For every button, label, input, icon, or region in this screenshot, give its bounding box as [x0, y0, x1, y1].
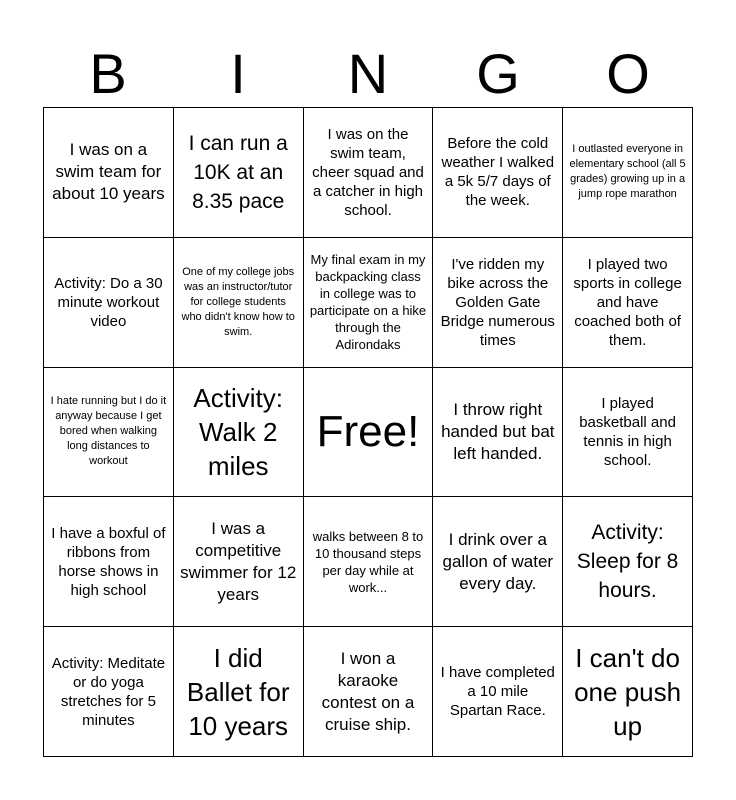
bingo-cell-r1c3[interactable]: I was on the swim team, cheer squad and a catcher in high school.	[304, 108, 434, 238]
bingo-cell-r2c3[interactable]: My final exam in my backpacking class in college was to participate on a hike through the Adirondaks	[304, 238, 434, 368]
header-letter-i: I	[230, 42, 246, 105]
bingo-cell-r3c4[interactable]: I throw right handed but bat left handed.	[433, 368, 563, 498]
header-letter-b: B	[89, 42, 127, 105]
bingo-cell-r4c2[interactable]: I was a competitive swimmer for 12 years	[174, 497, 304, 627]
bingo-card-grid	[43, 107, 693, 757]
header-letter-g: G	[476, 42, 520, 105]
bingo-cell-r5c3[interactable]: I won a karaoke contest on a cruise ship.	[304, 627, 434, 757]
bingo-cell-r1c4[interactable]: Before the cold weather I walked a 5k 5/7 days of the week.	[433, 108, 563, 238]
bingo-cell-r5c4[interactable]: I have completed a 10 mile Spartan Race.	[433, 627, 563, 757]
bingo-free-space[interactable]: Free!	[304, 368, 434, 498]
bingo-cell-r3c1[interactable]: I hate running but I do it anyway because I get bored when walking long distances to workout	[44, 368, 174, 498]
bingo-cell-r3c2[interactable]: Activity: Walk 2 miles	[174, 368, 304, 498]
bingo-cell-r5c1[interactable]: Activity: Meditate or do yoga stretches for 5 minutes	[44, 627, 174, 757]
bingo-cell-r2c4[interactable]: I've ridden my bike across the Golden Gate Bridge numerous times	[433, 238, 563, 368]
bingo-cell-r1c2[interactable]: I can run a 10K at an 8.35 pace	[174, 108, 304, 238]
bingo-cell-r5c5[interactable]: I can't do one push up	[563, 627, 693, 757]
bingo-cell-r4c3[interactable]: walks between 8 to 10 thousand steps per day while at work...	[304, 497, 434, 627]
bingo-cell-r2c1[interactable]: Activity: Do a 30 minute workout video	[44, 238, 174, 368]
header-letter-n: N	[347, 42, 389, 105]
bingo-cell-r1c5[interactable]: I outlasted everyone in elementary school (all 5 grades) growing up in a jump rope marathon	[563, 108, 693, 238]
header-letter-o: O	[606, 42, 650, 105]
bingo-cell-r4c1[interactable]: I have a boxful of ribbons from horse shows in high school	[44, 497, 174, 627]
bingo-cell-r5c2[interactable]: I did Ballet for 10 years	[174, 627, 304, 757]
bingo-cell-r2c2[interactable]: One of my college jobs was an instructor/tutor for college students who didn't know how to swim.	[174, 238, 304, 368]
bingo-cell-r1c1[interactable]: I was on a swim team for about 10 years	[44, 108, 174, 238]
bingo-header	[43, 40, 693, 108]
bingo-cell-r2c5[interactable]: I played two sports in college and have coached both of them.	[563, 238, 693, 368]
bingo-cell-r3c5[interactable]: I played basketball and tennis in high school.	[563, 368, 693, 498]
bingo-cell-r4c4[interactable]: I drink over a gallon of water every day.	[433, 497, 563, 627]
bingo-cell-r4c5[interactable]: Activity: Sleep for 8 hours.	[563, 497, 693, 627]
